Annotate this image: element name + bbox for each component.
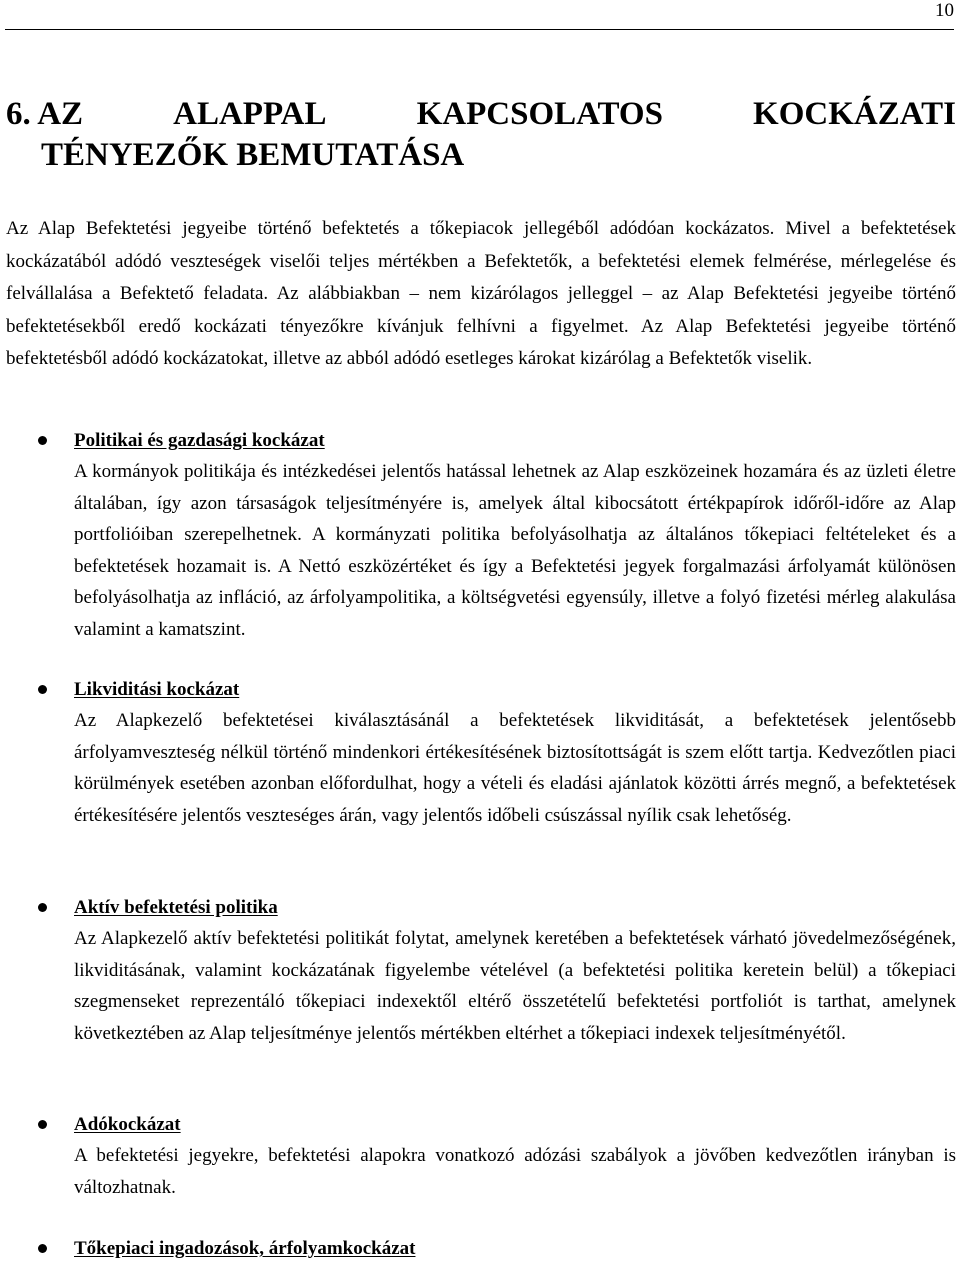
section-title: Likviditási kockázat (74, 679, 240, 700)
header-rule (5, 29, 954, 30)
bullet-icon (38, 685, 47, 694)
chapter-title-word-3: KAPCSOLATOS (416, 96, 663, 132)
section-body: A kormányok politikája és intézkedései jelentős hatással lehetnek az Alap eszközeinek hozamára és az üzleti életre általában, így azon társaságok teljesítményére is, amelyek által kibocsátott értékpapírok időről-időre az Alap portfolióiban szerepelhetnek. A kormányzati politika befolyásolhatja az általános tőkepiaci feltételeket és a befektetések hozamait is. A Nettó eszközértéket és így a Befektetési jegyek forgalmazási árfolyamát különösen befolyásolhatja az infláció, az árfolyampolitika, a költségvetési egyensúly, illetve a folyó fizetési mérleg alakulása valamint a kamatszint. (74, 461, 956, 640)
section-title: Adókockázat (74, 1114, 181, 1135)
section-title: Tőkepiaci ingadozások, árfolyamkockázat (74, 1238, 416, 1259)
bullet-icon (38, 903, 47, 912)
bullet-icon (38, 1120, 47, 1129)
chapter-title (6, 94, 956, 176)
section-body: A befektetési jegyekre, befektetési alapokra vonatkozó adózási szabályok a jövőben kedvezőtlen irányban is változhatnak. (74, 1145, 956, 1198)
section-title: Aktív befektetési politika (74, 897, 278, 918)
page-number: 10 (935, 0, 954, 21)
chapter-number: 6. (6, 96, 31, 132)
bullet-icon (38, 436, 47, 445)
section-title: Politikai és gazdasági kockázat (74, 430, 325, 451)
chapter-title-line-2: TÉNYEZŐK BEMUTATÁSA (41, 137, 465, 173)
bullet-icon (38, 1244, 47, 1253)
section-body: Az Alapkezelő befektetései kiválasztásánál a befektetések likviditását, a befektetések jelentősebb árfolyamveszteség nélkül történő mindenkori értékesítésének biztosítottságát is szem előtt tartja. Kedvezőtlen piaci körülmények esetében azonban előfordulhat, hogy a vételi és eladási ajánlatok közötti árrés megnő, a befektetések értékesítésére jelentős veszteséges árán, vagy jelentős időbeli csúszással nyílik csak lehetőség. (74, 710, 956, 826)
section-body: Az Alapkezelő aktív befektetési politikát folytat, amelynek keretében a befektetések várható jövedelmezőségének, likviditásának, valamint kockázatának figyelembe vételével (a befektetési politika keretein belül) a tőkepiaci szegmenseket reprezentáló tőkepiaci indexektől eltérő összetételű befektetési portfoliót is tarthat, amelynek következtében az Alap teljesítménye jelentős mértékben eltérhet a tőkepiaci indexek teljesítményétől. (74, 928, 956, 1044)
chapter-title-word (6, 94, 83, 135)
chapter-title-word-2: ALAPPAL (173, 96, 327, 132)
chapter-title-word-4: KOCKÁZATI (753, 96, 956, 132)
chapter-title-word-1: AZ (37, 96, 84, 132)
intro-paragraph: Az Alap Befektetési jegyeibe történő befektetés a tőkepiacok jellegéből adódóan kockázatos. Mivel a befektetések kockázatából adódó veszteségek viselői teljes mértékben a Befektetők, a befektetési elemek felmérése, mérlegelése és felvállalása a Befektető feladata. Az alábbiakban – nem kizárólagos jelleggel – az Alap Befektetési jegyeibe történő befektetésekből eredő kockázati tényezőkre kívánjuk felhívni a figyelmet. Az Alap Befektetési jegyeibe történő befektetésből adódó kockázatokat, illetve az abból adódó esetleges károkat kizárólag a Befektetők viselik. (6, 218, 956, 369)
chapter-title-line-1 (6, 94, 956, 135)
